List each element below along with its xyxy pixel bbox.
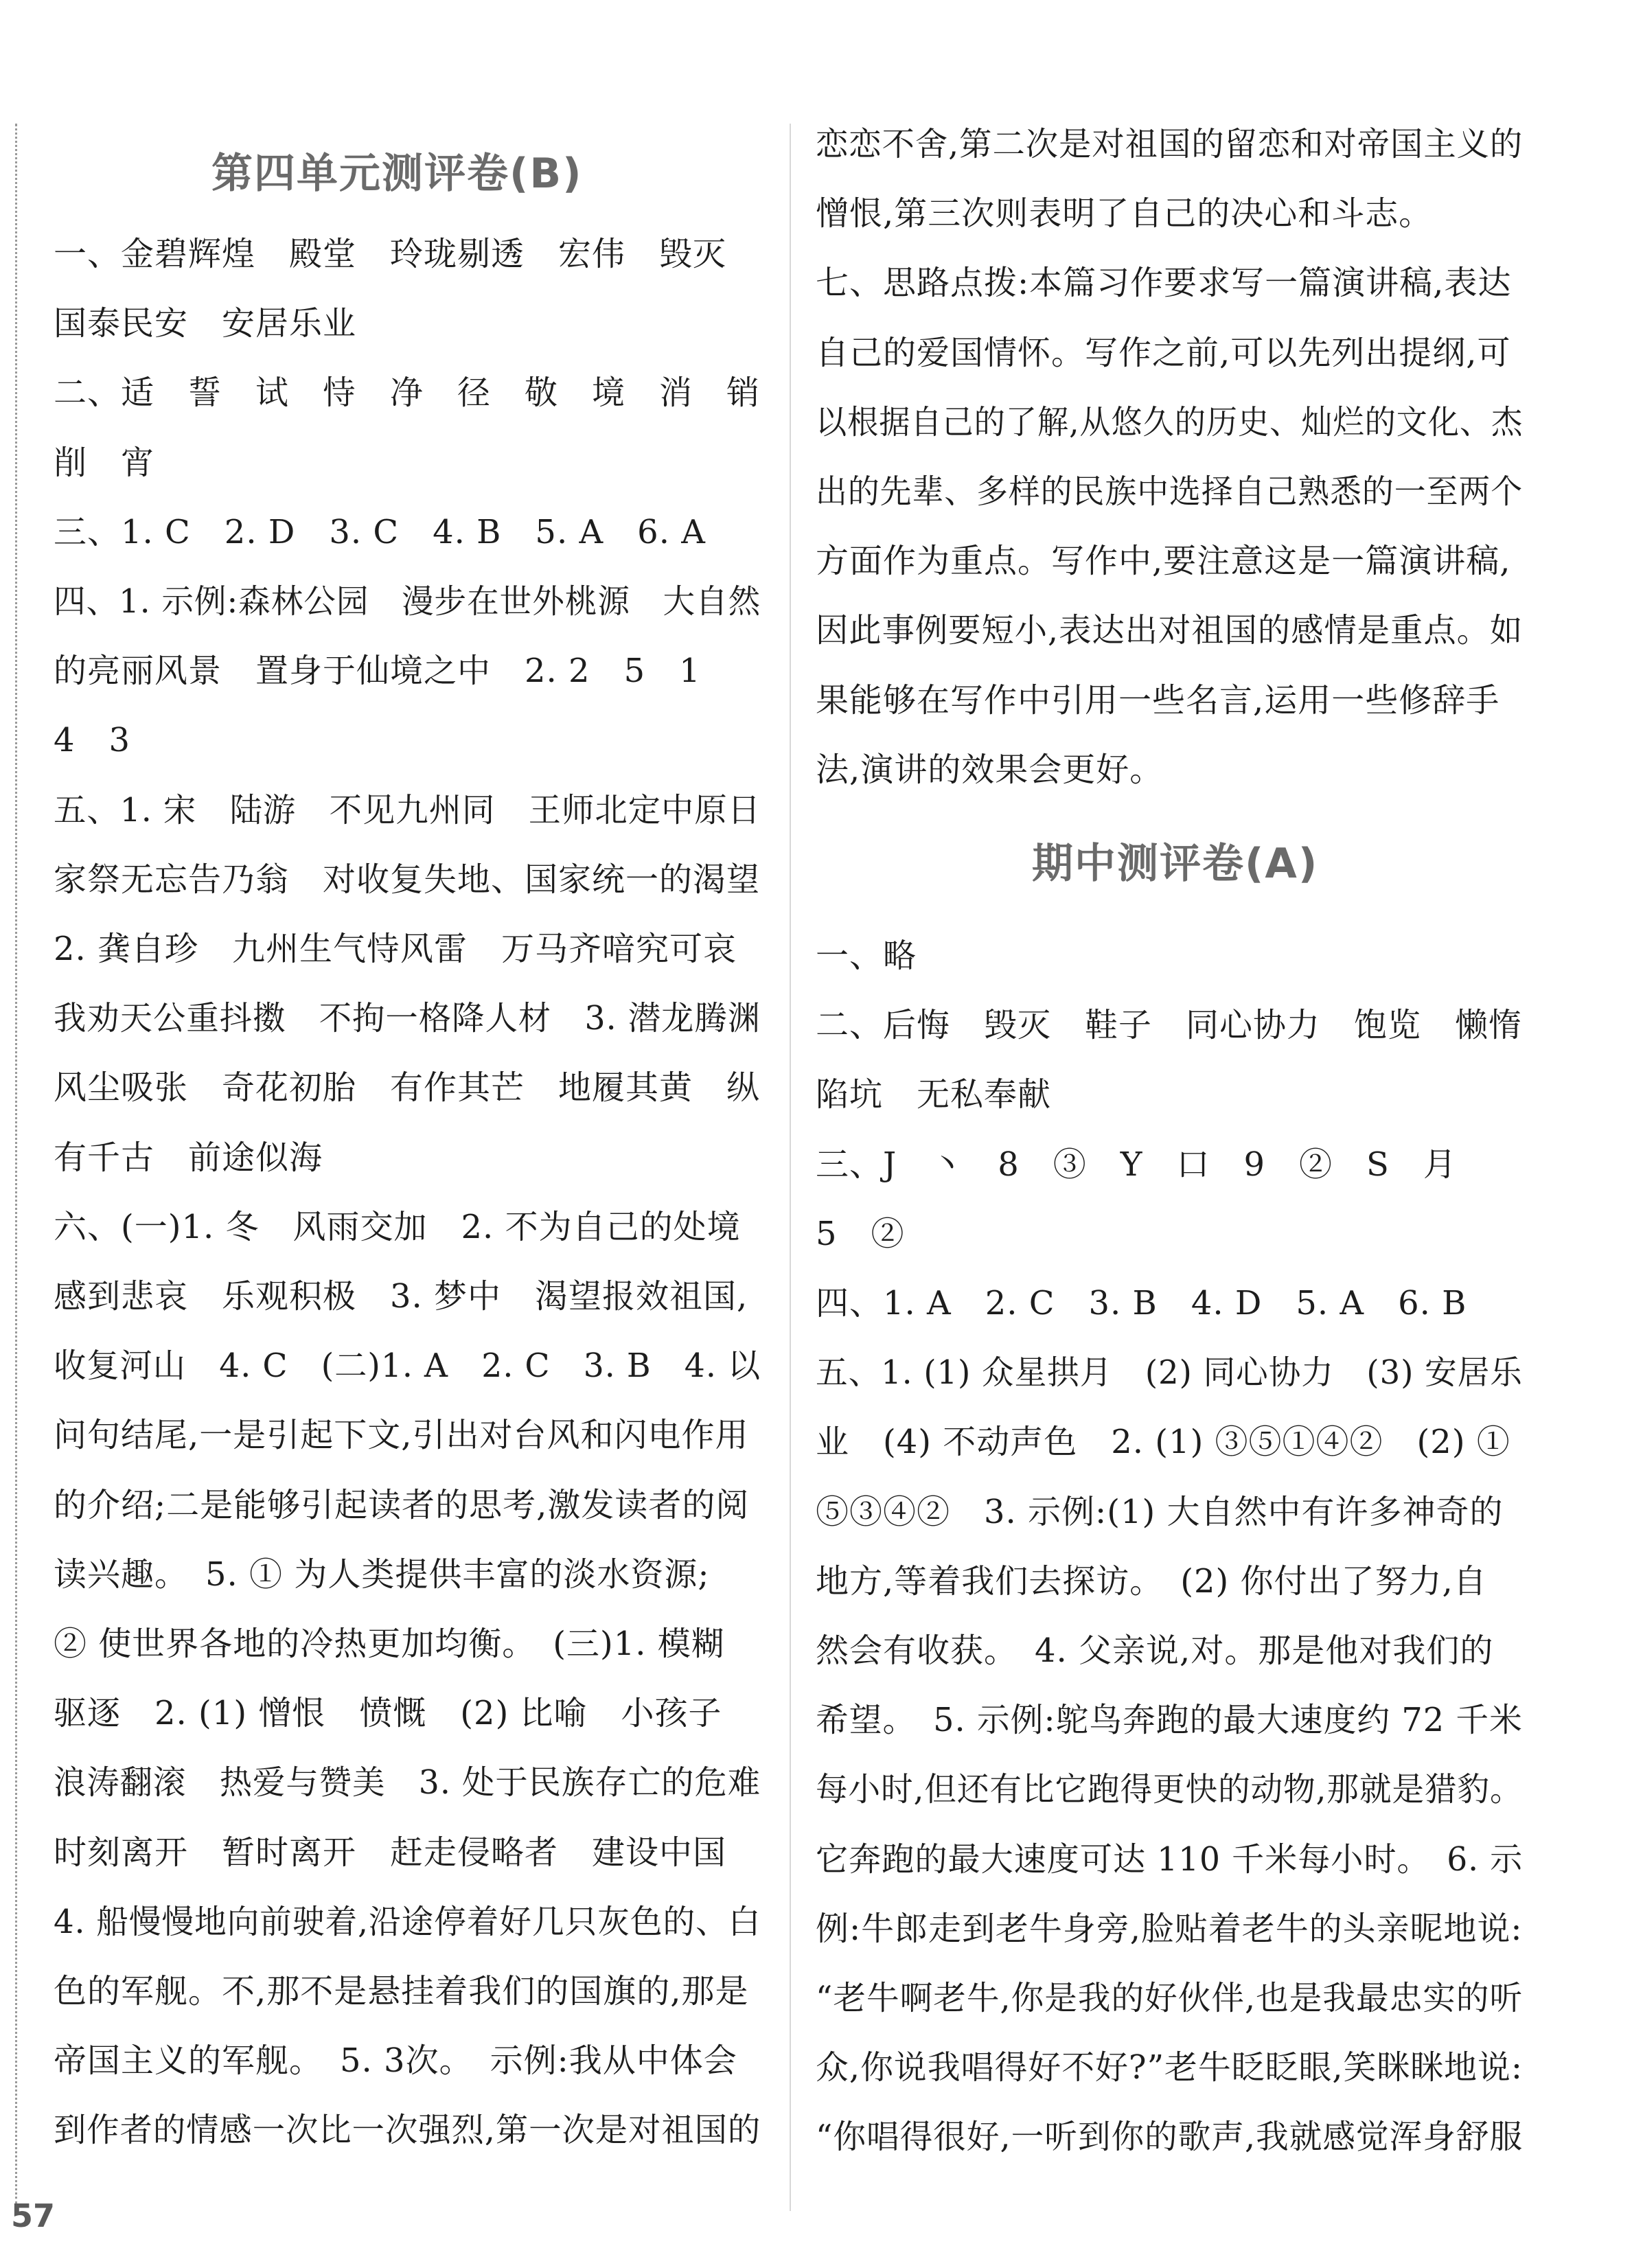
answer-line: 出的先辈、多样的民族中选择自己熟悉的一至两个 [816,472,1524,511]
answer-line: 4 3 [54,721,131,760]
page-number: 57 [11,2197,56,2234]
answer-line: 七、思路点拨:本篇习作要求写一篇演讲稿,表达 [816,264,1512,303]
answer-line: 五、1. 宋 陆游 不见九州同 王师北定中原日 [54,790,761,829]
answer-line: 它奔跑的最大速度可达 110 千米每小时。 6. 示 [816,1840,1524,1879]
answer-line: 以根据自己的了解,从悠久的历史、灿烂的文化、杰 [816,402,1524,442]
answer-line: 四、1. A 2. C 3. B 4. D 5. A 6. B [816,1284,1467,1322]
column-divider [790,124,791,2211]
answer-line: 果能够在写作中引用一些名言,运用一些修辞手 [816,680,1500,720]
answer-line: 憎恨,第三次则表明了自己的决心和斗志。 [816,194,1433,233]
answer-line: 家祭无忘告乃翁 对收复失地、国家统一的渴望 [54,860,761,899]
answer-line: 一、金碧辉煌 殿堂 玲珑剔透 宏伟 毁灭 [54,235,727,273]
answer-line: 风尘吸张 奇花初胎 有作其芒 地履其黄 纵 [54,1068,761,1108]
unit4-test-b-title: 第四单元测评卷(B) [211,150,583,198]
answer-line: 三、1. C 2. D 3. C 4. B 5. A 6. A [54,512,706,551]
answer-line: 问句结尾,一是引起下文,引出对台风和闪电作用 [54,1416,749,1455]
answer-line: 恋恋不舍,第二次是对祖国的留恋和对帝国主义的 [816,125,1524,163]
answer-line: 浪涛翻滚 热爱与赞美 3. 处于民族存亡的危难 [54,1763,761,1802]
answer-line: 三、J 丶 8 ③ Y 口 9 ② S 月 [816,1145,1457,1184]
answer-line: 自己的爱国情怀。写作之前,可以先列出提纲,可 [816,333,1511,372]
answer-line: 削 宵 [54,443,155,482]
answer-line: 业 (4) 不动声色 2. (1) ③⑤①④② (2) ① [816,1423,1510,1462]
answer-line: 4. 船慢慢地向前驶着,沿途停着好几只灰色的、白 [54,1902,761,1941]
answer-line: 帝国主义的军舰。 5. 3次。 示例:我从中体会 [54,2041,737,2081]
answer-line: 地方,等着我们去探访。 (2) 你付出了努力,自 [816,1561,1487,1601]
answer-line: “你唱得很好,一听到你的歌声,我就感觉浑身舒服 [816,2118,1524,2157]
binding-dotted-rule [15,124,17,2204]
answer-line: 驱逐 2. (1) 憎恨 愤慨 (2) 比喻 小孩子 [54,1694,722,1733]
answer-line: 到作者的情感一次比一次强烈,第一次是对祖国的 [54,2111,761,2150]
answer-line: 每小时,但还有比它跑得更快的动物,那就是猎豹。 [816,1770,1523,1809]
answer-line: 二、适 誓 试 恃 净 径 敬 境 消 销 [54,374,761,413]
answer-line: 方面作为重点。写作中,要注意这是一篇演讲稿, [816,542,1511,581]
answer-line: 例:牛郎走到老牛身旁,脸贴着老牛的头亲昵地说: [816,1909,1523,1948]
answer-line: 国泰民安 安居乐业 [54,304,357,343]
answer-line: 众,你说我唱得好不好?”老牛眨眨眼,笑眯眯地说: [816,2048,1523,2087]
midterm-test-a-title: 期中测评卷(A) [1032,840,1319,888]
answer-line: 一、略 [816,937,917,975]
answer-line: 我劝天公重抖擞 不拘一格降人材 3. 潜龙腾渊 [54,999,761,1038]
answer-line: 收复河山 4. C (二)1. A 2. C 3. B 4. 以 [54,1347,761,1386]
answer-line: 时刻离开 暂时离开 赶走侵略者 建设中国 [54,1833,727,1872]
answer-line: 四、1. 示例:森林公园 漫步在世外桃源 大自然 [54,582,761,621]
answer-line: 5 ② [816,1214,905,1253]
answer-line: 希望。 5. 示例:鸵鸟奔跑的最大速度约 72 千米 [816,1701,1523,1740]
answer-line: 2. 龚自珍 九州生气恃风雷 万马齐喑究可哀 [54,930,737,968]
answer-line: 五、1. (1) 众星拱月 (2) 同心协力 (3) 安居乐 [816,1353,1523,1393]
answer-line: 读兴趣。 5. ① 为人类提供丰富的淡水资源; [54,1555,710,1594]
answer-line: 的亮丽风景 置身于仙境之中 2. 2 5 1 [54,652,701,691]
answer-line: 六、(一)1. 冬 风雨交加 2. 不为自己的处境 [54,1207,741,1246]
answer-line: 陷坑 无私奉献 [816,1075,1052,1114]
answer-line: 然会有收获。 4. 父亲说,对。那是他对我们的 [816,1631,1494,1670]
answer-line: 因此事例要短小,表达出对祖国的感情是重点。如 [816,611,1524,650]
answer-line: ⑤③④② 3. 示例:(1) 大自然中有许多神奇的 [816,1492,1504,1531]
answer-line: “老牛啊老牛,你是我的好伙伴,也是我最忠实的听 [816,1979,1524,2017]
answer-line: 色的军舰。不,那不是悬挂着我们的国旗的,那是 [54,1972,749,2011]
answer-line: 感到悲哀 乐观积极 3. 梦中 渴望报效祖国, [54,1277,748,1316]
answer-line: 有千古 前途似海 [54,1138,323,1177]
answer-line: 的介绍;二是能够引起读者的思考,激发读者的阅 [54,1485,750,1524]
answer-line: ② 使世界各地的冷热更加均衡。 (三)1. 模糊 [54,1625,725,1663]
answer-line: 二、后悔 毁灭 鞋子 同心协力 饱览 懒惰 [816,1006,1523,1045]
answer-line: 法,演讲的效果会更好。 [816,750,1164,789]
